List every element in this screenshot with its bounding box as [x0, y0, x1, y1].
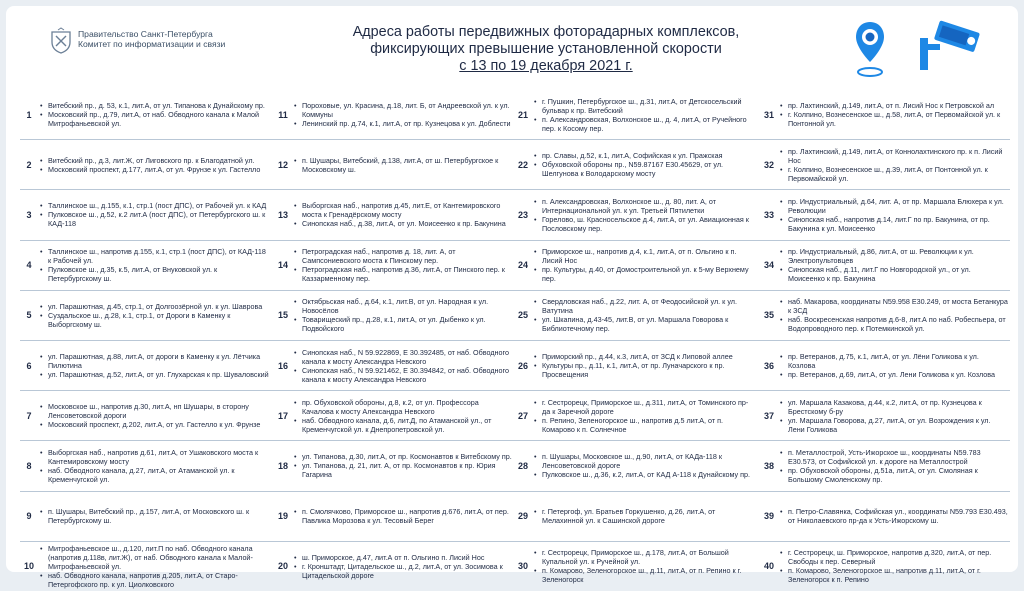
- address-item: • г. Сестрорецк, ш. Приморское, напротив д.320, лит.А, от пер. Свободы к пер. Северный: [788, 548, 1008, 566]
- location-addresses: [40, 241, 270, 290]
- address-item: • пр. Ветеранов, д.75, к.1, лит.А, от ул. Лёни Голикова к ул. Козлова: [788, 352, 1008, 370]
- location-number: 12: [277, 159, 288, 170]
- address-item: • Синопская наб., д.11, лит.Г по Новгородской ул., от ул. Моисеенко к пр. Бакунина: [788, 265, 1008, 283]
- address-item: • г. Пушкин, Петербургское ш., д.31, лит.А, от Детскосельский бульвар к пр. Витебский: [542, 97, 756, 115]
- address-item: • Московский проспект, д.177, лит.А, от ул. Фрунзе к ул. Гастелло: [48, 165, 260, 174]
- location-number: 14: [277, 260, 288, 271]
- address-table: [20, 90, 1010, 591]
- location-addresses: [294, 391, 512, 440]
- location-number: 33: [763, 209, 774, 220]
- address-item: • Московское ш., напротив д.30, лит.А, нп Шушары, в сторону Ленсоветовской дороги: [48, 402, 270, 420]
- address-item: • г. Колпино, Вознесенское ш., д.39, лит.А, от Понтонной ул. к Первомайской ул.: [788, 165, 1008, 183]
- location-addresses: [40, 140, 270, 189]
- address-item: • Выборгская наб., напротив д.45, лит.Е, от Кантемировского моста к Гренадёрскому мосту: [302, 201, 512, 219]
- address-item: • Приморский пр., д.44, к.3, лит.А, от ЗСД к Липовой аллее: [542, 352, 756, 361]
- location-number: 6: [26, 360, 32, 371]
- location-number: 9: [26, 511, 32, 522]
- location-addresses: [534, 90, 756, 139]
- address-item: • Синопская наб., д.38, лит.А, от ул. Моисеенко к пр. Бакунина: [302, 219, 512, 228]
- table-row: [20, 542, 1010, 591]
- location-addresses: [534, 341, 756, 390]
- address-item: • Синопская наб., напротив д.14, лит.Г по пр. Бакунина, от пр. Бакунина к ул. Моисеенко: [788, 215, 1008, 233]
- table-row: [20, 291, 1010, 341]
- location-number: 31: [763, 109, 774, 120]
- location-addresses: [780, 542, 1008, 591]
- address-item: • Петроградская наб., напротив д.36, лит.А, от Пинского пер. к Каззарменному пер.: [302, 265, 512, 283]
- location-addresses: [294, 241, 512, 290]
- address-item: • Синопская наб., N 59.921462, E 30.394842, от наб. Обводного канала к мосту Александра Невского: [302, 366, 512, 384]
- address-item: • Обуховской обороны пр., N59.87167 E30.45629, от ул. Шелгунова к Володарскому мосту: [542, 160, 756, 178]
- address-item: • пр. Индустриальный, д.86, лит.А, от ш. Революции к ул. Электропультовцев: [788, 247, 1008, 265]
- location-number: 32: [763, 159, 774, 170]
- location-number: 10: [23, 561, 34, 572]
- address-item: • Пулковское ш., д.35, к.5, лит.А, от Внуковской ул. к Петербургскому ш.: [48, 265, 270, 283]
- location-addresses: [534, 291, 756, 340]
- table-row: [20, 90, 1010, 140]
- address-item: • Культуры пр., д.11, к.1, лит.А, от пр. Луначарского к пр. Просвещения: [542, 361, 756, 379]
- location-number: 8: [26, 460, 32, 471]
- location-number: 13: [277, 209, 288, 220]
- speed-camera-icon: [918, 18, 982, 72]
- address-item: • п. Репино, Зеленогорское ш., напротив д.5 лит.А, от п. Комарово к п. Солнечное: [542, 416, 756, 434]
- location-number: 35: [763, 310, 774, 321]
- address-item: • Таллинское ш., д.155, к.1, стр.1 (пост ДПС), от Рабочей ул. к КАД: [48, 201, 270, 210]
- address-item: • г. Петергоф, ул. Братьев Горкушенко, д.26, лит.А, от Мелахинной ул. к Сашинской дороге: [542, 507, 756, 525]
- table-row: [20, 391, 1010, 441]
- location-addresses: [534, 140, 756, 189]
- location-addresses: [40, 291, 270, 340]
- table-row: [20, 190, 1010, 240]
- title-line-1: Адреса работы передвижных фоторадарных комплексов,: [352, 24, 740, 40]
- address-item: • наб. Обводного канала, напротив д.205, лит.А, от Старо-Петергофского пр. к ул. Циолковского: [48, 571, 270, 589]
- page-title: [306, 24, 786, 75]
- location-number: 25: [517, 310, 528, 321]
- address-item: • Петроградская наб., напротив д. 18, лит. А, от Сампсониевского моста к Пинскому пер.: [302, 247, 512, 265]
- address-item: • Ленинский пр. д.74, к.1, лит.А, от пр. Кузнецова к ул. Доблести: [302, 119, 512, 128]
- address-item: • Пороховые, ул. Красина, д.18, лит. Б, от Андреевской ул. к ул. Коммуны: [302, 101, 512, 119]
- coat-of-arms-icon: [50, 28, 72, 54]
- location-addresses: [534, 441, 756, 490]
- table-row: [20, 441, 1010, 491]
- address-item: • п. Александровская, Волхонское ш., д. 80, лит. А, от Интернациональной ул. к ул. Третьей Пятилетки: [542, 197, 756, 215]
- address-item: • Выборгская наб., напротив д.61, лит.А, от Ушаковского моста к Кантемировскому мосту: [48, 448, 270, 466]
- address-item: • г. Сестрорецк, Приморское ш., д.311, лит.А, от Томинского пр-да к Заречной дороге: [542, 398, 756, 416]
- address-item: • пр. Славы, д.52, к.1, лит.А, Софийская к ул. Пражская: [542, 151, 756, 160]
- address-item: • Суздальское ш., д.28, к.1, стр.1, от Дороги в Каменку к Выборгскому ш.: [48, 311, 270, 329]
- address-item: • ул. Маршала Говорова, д.27, лит.А, от ул. Возрождения к ул. Лени Голикова: [788, 416, 1008, 434]
- title-line-2: фиксирующих превышение установленной скорости: [370, 41, 722, 57]
- location-addresses: [294, 542, 512, 591]
- page-frame: [6, 6, 1018, 589]
- location-addresses: [534, 190, 756, 239]
- location-addresses: [40, 542, 270, 591]
- address-item: • п. Шушары, Витебский пр., д.157, лит.А, от Московского ш. к Петербургскому ш.: [48, 507, 270, 525]
- location-number: 36: [763, 360, 774, 371]
- address-item: • п. Шушары, Московское ш., д.90, лит.А, от КАДа-118 к Ленсоветовской дороге: [542, 452, 756, 470]
- location-number: 17: [277, 410, 288, 421]
- location-addresses: [534, 391, 756, 440]
- location-number: 2: [26, 159, 32, 170]
- location-number: 21: [517, 109, 528, 120]
- location-addresses: [294, 291, 512, 340]
- location-addresses: [40, 441, 270, 490]
- address-item: • Пулковское ш., д.52, к.2 лит.А (пост ДПС), от Петербургского ш. к КАД-118: [48, 210, 270, 228]
- address-item: • пр. Обуховской обороны, д.8, к.2, от ул. Профессора Качалова к мосту Александра Невского: [302, 398, 512, 416]
- location-number: 37: [763, 410, 774, 421]
- location-number: 40: [763, 561, 774, 572]
- address-item: • п. Александровская, Волхонское ш., д. 4, лит.А, от Ручейного пер. к Косому пер.: [542, 115, 756, 133]
- location-addresses: [294, 90, 512, 139]
- location-number: 19: [277, 511, 288, 522]
- location-addresses: [294, 140, 512, 189]
- location-number: 24: [517, 260, 528, 271]
- location-number: 27: [517, 410, 528, 421]
- location-number: 28: [517, 460, 528, 471]
- location-addresses: [780, 492, 1008, 541]
- location-addresses: [780, 441, 1008, 490]
- location-addresses: [780, 90, 1008, 139]
- location-addresses: [294, 492, 512, 541]
- location-addresses: [780, 391, 1008, 440]
- address-item: • п. Смолячково, Приморское ш., напротив д.676, лит.А, от пер. Павлика Морозова к ул. Тесовый Берег: [302, 507, 512, 525]
- location-addresses: [40, 341, 270, 390]
- location-number: 23: [517, 209, 528, 220]
- location-number: 5: [26, 310, 32, 321]
- address-item: • Свердловская наб., д.22, лит. А, от Феодосийской ул. к ул. Ватутина: [542, 297, 756, 315]
- address-item: • Приморское ш., напротив д.4, к.1, лит.А, от п. Ольгино к п. Лисий Нос: [542, 247, 756, 265]
- location-addresses: [780, 291, 1008, 340]
- address-item: • Митрофаньевское ш., д.120, лит.П по наб. Обводного канала (напротив д.118в, лит.Ж), от наб. Обводного канала к Малой-Митрофаньевской ул.: [48, 544, 270, 571]
- location-number: 29: [517, 511, 528, 522]
- address-item: • ул. Типанова, д.30, лит.А, от пр. Космонавтов к Витебскому пр.: [302, 452, 512, 461]
- address-item: • Синопская наб., N 59.922869, E 30.392485, от наб. Обводного канала к мосту Александра Невского: [302, 348, 512, 366]
- address-item: • п. Комарово, Зеленогорское ш., напротив д.11, лит.А, от г. Зеленогорск к п. Репино: [788, 566, 1008, 584]
- location-number: 26: [517, 360, 528, 371]
- address-item: • Пулковское ш., д.36, к.2, лит.А, от КАД А-118 к Дунайскому пр.: [542, 470, 756, 479]
- address-item: • ул. Парашютная, д.45, стр.1, от Долгоозёрной ул. к ул. Шаврова: [48, 302, 270, 311]
- location-addresses: [294, 441, 512, 490]
- address-item: • п. Комарово, Зеленогорское ш., д.11, лит.А, от п. Репино к г. Зеленогорск: [542, 566, 756, 584]
- address-item: • наб. Воскресенская напротив д.6-8, лит.А по наб. Робеспьера, от Водопроводного пер. к Потемкинской ул.: [788, 315, 1008, 333]
- location-number: 11: [278, 109, 288, 120]
- address-item: • п. Металлострой, Усть-Ижорское ш., координаты N59.783 E30.573, от Софийской ул. к дороге на Металлострой: [788, 448, 1008, 466]
- location-addresses: [40, 190, 270, 239]
- location-number: 3: [26, 209, 32, 220]
- address-item: • п. Петро-Славянка, Софийская ул., координаты N59.793 E30.493, от Николаевского пр-да к Усть-Ижорскому ш.: [788, 507, 1008, 525]
- address-item: • г. Сестрорецк, Приморское ш., д.178, лит.А, от Большой Купальной ул. к Ручейной ул.: [542, 548, 756, 566]
- location-number: 39: [763, 511, 774, 522]
- location-addresses: [534, 241, 756, 290]
- address-item: • ул. Парашютная, д.88, лит.А, от дороги в Каменку к ул. Лётчика Пилютина: [48, 352, 270, 370]
- address-item: • наб. Обводного канала, д.6, лит.Д, по Атаманской ул., от Кременчугской ул. к Днепропетровской ул.: [302, 416, 512, 434]
- address-item: • ш. Приморское, д.47, лит.А от п. Ольгино п. Лисий Нос: [302, 553, 512, 562]
- location-addresses: [40, 391, 270, 440]
- location-number: 34: [763, 260, 774, 271]
- location-addresses: [534, 542, 756, 591]
- address-item: • ул. Маршала Казакова, д.44, к.2, лит.А, от пр. Кузнецова к Брестскому б-ру: [788, 398, 1008, 416]
- org-line-1: Правительство Санкт-Петербурга: [78, 29, 213, 39]
- location-addresses: [780, 190, 1008, 239]
- table-row: [20, 492, 1010, 542]
- location-addresses: [40, 90, 270, 139]
- address-item: • пр. Лахтинский, д.149, лит.А, от Коннолахтинского пр. к п. Лисий Нос: [788, 147, 1008, 165]
- location-pin-camera-icon: [854, 20, 886, 80]
- location-number: 15: [277, 310, 288, 321]
- address-item: • наб. Макарова, координаты N59.958 E30.249, от моста Бетанкура к ЗСД: [788, 297, 1008, 315]
- location-number: 22: [517, 159, 528, 170]
- address-item: • Горелово, ш. Красносельское д.4, лит.А, от ул. Авиационная к Пословскому пер.: [542, 215, 756, 233]
- address-item: • ул. Шкапина, д.43-45, лит.В, от ул. Маршала Говорова к Библиотечному пер.: [542, 315, 756, 333]
- location-addresses: [294, 341, 512, 390]
- location-addresses: [40, 492, 270, 541]
- location-number: 16: [277, 360, 288, 371]
- location-addresses: [780, 140, 1008, 189]
- address-item: • Товарищеский пр., д.28, к.1, лит.А, от ул. Дыбенко к ул. Подвойского: [302, 315, 512, 333]
- address-item: • пр. Индустриальный, д.64, лит. А, от пр. Маршала Блюхера к ул. Революции: [788, 197, 1008, 215]
- location-number: 20: [277, 561, 288, 572]
- location-number: 4: [26, 260, 32, 271]
- address-item: • Московский проспект, д.202, лит.А, от ул. Гастелло к ул. Фрунзе: [48, 420, 270, 429]
- address-item: • Таллинское ш., напротив д.155, к.1, стр.1 (пост ДПС), от КАД-118 к Рабочей ул.: [48, 247, 270, 265]
- address-item: • Витебский пр., д.3, лит.Ж, от Лиговского пр. к Благодатной ул.: [48, 156, 260, 165]
- table-row: [20, 140, 1010, 190]
- title-date-range: с 13 по 19 декабря 2021 г.: [459, 58, 633, 74]
- location-addresses: [294, 190, 512, 239]
- address-item: • Октябрьская наб., д.64, к.1, лит.В, от ул. Народная к ул. Новосёлов: [302, 297, 512, 315]
- location-number: 7: [26, 410, 32, 421]
- address-item: • ул. Парашютная, д.52, лит.А, от ул. Глухарская к пр. Шуваловский: [48, 370, 270, 379]
- location-addresses: [534, 492, 756, 541]
- location-number: 1: [26, 109, 32, 120]
- address-item: • Витебский пр., д. 53, к.1, лит.А, от ул. Типанова к Дунайскому пр.: [48, 101, 270, 110]
- address-item: • ул. Типанова, д. 21, лит. А, от пр. Космонавтов к пр. Юрия Гагарина: [302, 461, 512, 479]
- address-item: • г. Кронштадт, Цитадельское ш., д.2, лит.А, от ул. Зосимова к Цитадельской дороге: [302, 562, 512, 580]
- location-number: 18: [277, 460, 288, 471]
- location-number: 38: [763, 460, 774, 471]
- address-item: • наб. Обводного канала, д.27, лит.А, от Атаманской ул. к Кременчугской ул.: [48, 466, 270, 484]
- table-row: [20, 241, 1010, 291]
- address-item: • пр. Культуры, д.40, от Домостроительной ул. к 5-му Верхнему пер.: [542, 265, 756, 283]
- address-item: • пр. Обуховской обороны, д.51а, лит.А, от ул. Смоляная к Большому Смоленскому пр.: [788, 466, 1008, 484]
- location-addresses: [780, 241, 1008, 290]
- address-item: • Московский пр., д.79, лит.А, от наб. Обводного канала к Малой Митрофаньевской ул.: [48, 110, 270, 128]
- header: [6, 6, 1018, 86]
- address-item: • п. Шушары, Витебский, д.138, лит.А, от ш. Петербургское к Московскому ш.: [302, 156, 512, 174]
- address-item: • пр. Лахтинский, д.149, лит.А, от п. Лисий Нос к Петровской ал: [788, 101, 1008, 110]
- table-row: [20, 341, 1010, 391]
- location-number: 30: [517, 561, 528, 572]
- org-line-2: Комитет по информатизации и связи: [78, 39, 226, 49]
- organization-name: [78, 29, 225, 49]
- location-addresses: [780, 341, 1008, 390]
- address-item: • пр. Ветеранов, д.69, лит.А, от ул. Лени Голикова к ул. Козлова: [788, 370, 1008, 379]
- address-item: • г. Колпино, Вознесенское ш., д.58, лит.А, от Первомайской ул. к Понтонной ул.: [788, 110, 1008, 128]
